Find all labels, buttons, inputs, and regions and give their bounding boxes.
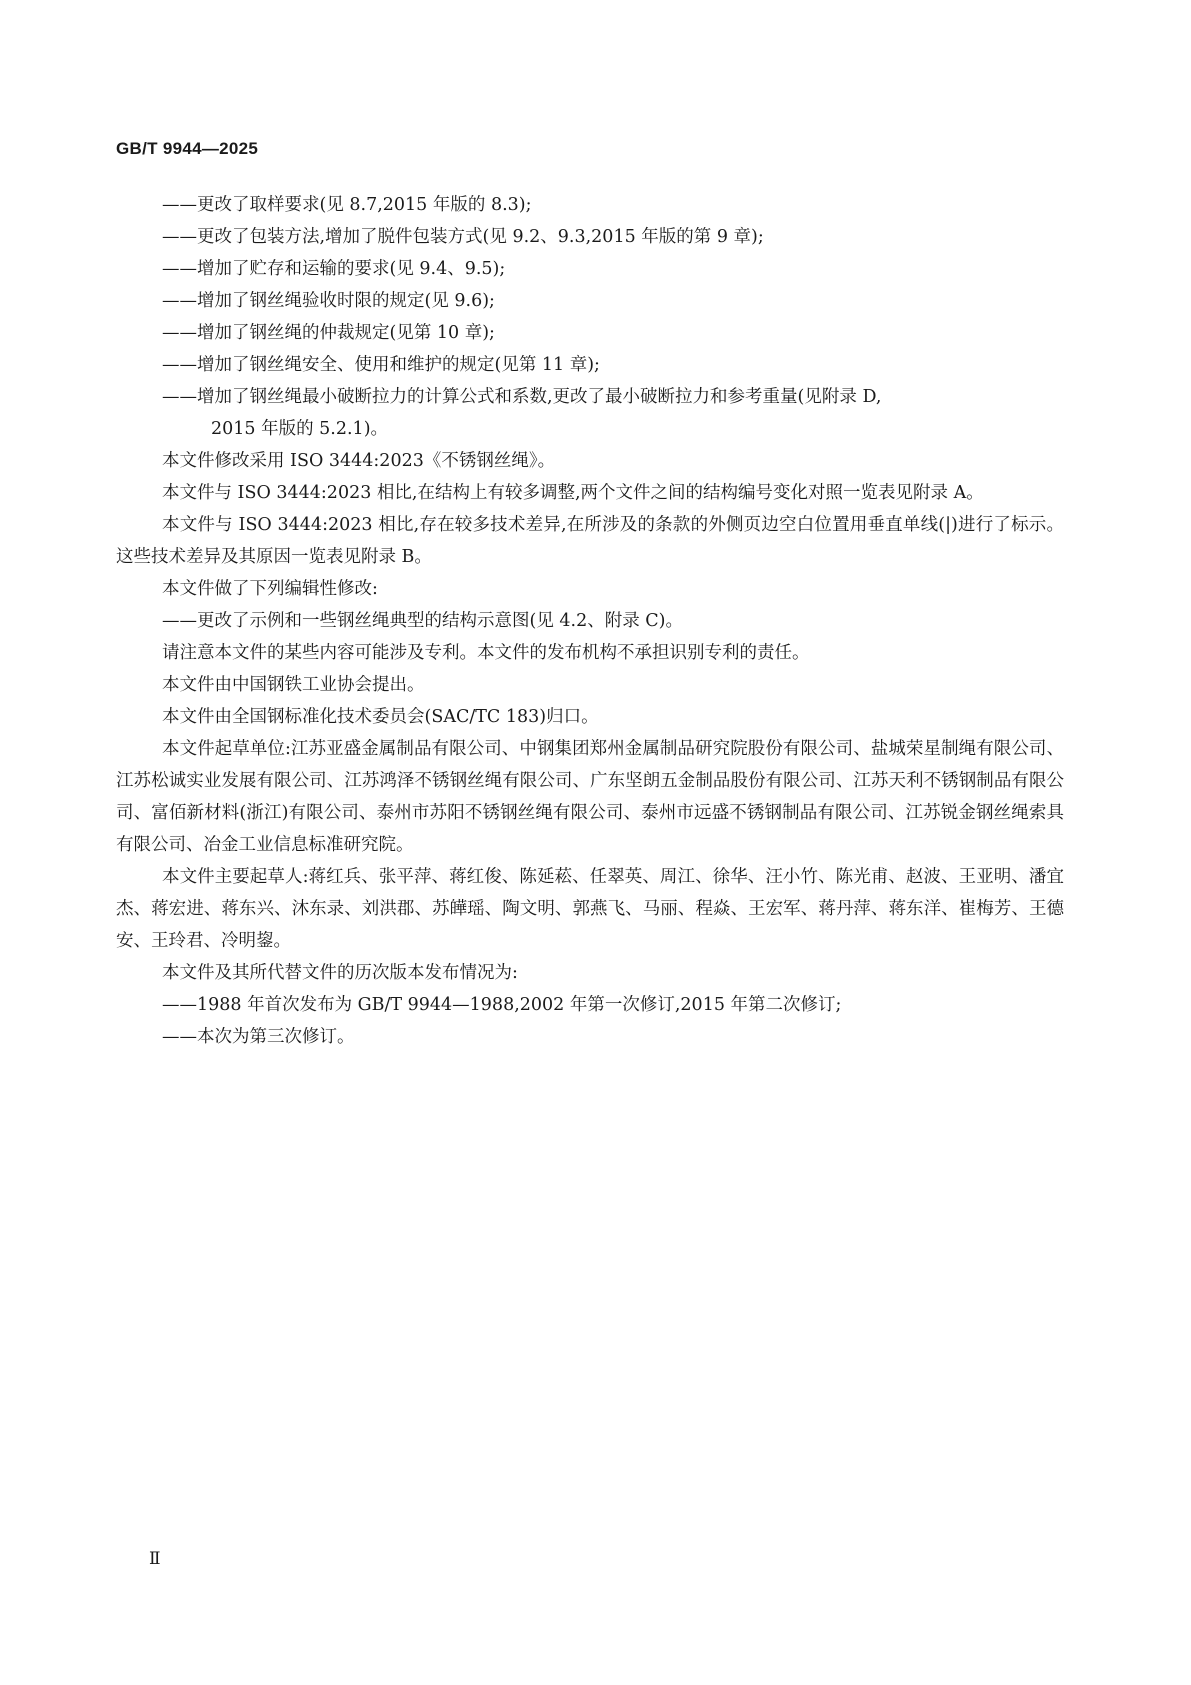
- change-item: ——增加了钢丝绳最小破断拉力的计算公式和系数,更改了最小破断拉力和参考重量(见附录 D,: [162, 387, 882, 407]
- foreword-body: [116, 189, 1064, 1053]
- version-history-item: ——1988 年首次发布为 GB/T 9944—1988,2002 年第一次修订,2015 年第二次修订;: [162, 995, 842, 1015]
- change-item: ——更改了取样要求(见 8.7,2015 年版的 8.3);: [162, 195, 532, 215]
- drafting-units: 本文件起草单位:江苏亚盛金属制品有限公司、中钢集团郑州金属制品研究院股份有限公司、盐城荣星制绳有限公司、江苏松诚实业发展有限公司、江苏鸿泽不锈钢丝绳有限公司、广东坚朗五金制品股份有限公司、江苏天利不锈钢制品有限公司、富佰新材料(浙江)有限公司、泰州市苏阳不锈钢丝绳有限公司、泰州市远盛不锈钢制品有限公司、江苏锐金钢丝绳索具有限公司、冶金工业信息标准研究院。: [116, 739, 1064, 855]
- version-history-item: ——本次为第三次修订。: [162, 1027, 355, 1047]
- change-item: ——增加了钢丝绳的仲裁规定(见第 10 章);: [162, 323, 495, 343]
- adoption-statement: 本文件修改采用 ISO 3444:2023《不锈钢丝绳》。: [162, 451, 556, 471]
- structure-statement: 本文件与 ISO 3444:2023 相比,在结构上有较多调整,两个文件之间的结构编号变化对照一览表见附录 A。: [162, 483, 984, 503]
- change-item: ——增加了钢丝绳安全、使用和维护的规定(见第 11 章);: [162, 355, 600, 375]
- change-item: ——增加了贮存和运输的要求(见 9.4、9.5);: [162, 259, 506, 279]
- patent-notice: 请注意本文件的某些内容可能涉及专利。本文件的发布机构不承担识别专利的责任。: [162, 643, 810, 663]
- change-item: ——更改了包装方法,增加了脱件包装方式(见 9.2、9.3,2015 年版的第 9 章);: [162, 227, 764, 247]
- change-item-continuation: 2015 年版的 5.2.1)。: [211, 419, 389, 439]
- centralized-by: 本文件由全国钢标准化技术委员会(SAC/TC 183)归口。: [162, 707, 599, 727]
- main-drafters: 本文件主要起草人:蒋红兵、张平萍、蒋红俊、陈延菘、任翠英、周江、徐华、汪小竹、陈光甫、赵波、王亚明、潘宜杰、蒋宏进、蒋东兴、沐东录、刘洪郡、苏皣瑶、陶文明、郭燕飞、马丽、程焱、王宏军、蒋丹萍、蒋东洋、崔梅芳、王德安、王玲君、冷明鋆。: [116, 867, 1064, 951]
- technical-difference-statement: 本文件与 ISO 3444:2023 相比,存在较多技术差异,在所涉及的条款的外侧页边空白位置用垂直单线(|)进行了标示。这些技术差异及其原因一览表见附录 B。: [116, 515, 1064, 567]
- change-item: ——增加了钢丝绳验收时限的规定(见 9.6);: [162, 291, 495, 311]
- proposed-by: 本文件由中国钢铁工业协会提出。: [162, 675, 425, 695]
- standard-code: GB/T 9944—2025: [116, 139, 259, 158]
- editorial-item: ——更改了示例和一些钢丝绳典型的结构示意图(见 4.2、附录 C)。: [162, 611, 683, 631]
- editorial-statement: 本文件做了下列编辑性修改:: [162, 579, 378, 599]
- version-history-intro: 本文件及其所代替文件的历次版本发布情况为:: [162, 963, 518, 983]
- page-number: Ⅱ: [149, 1549, 161, 1568]
